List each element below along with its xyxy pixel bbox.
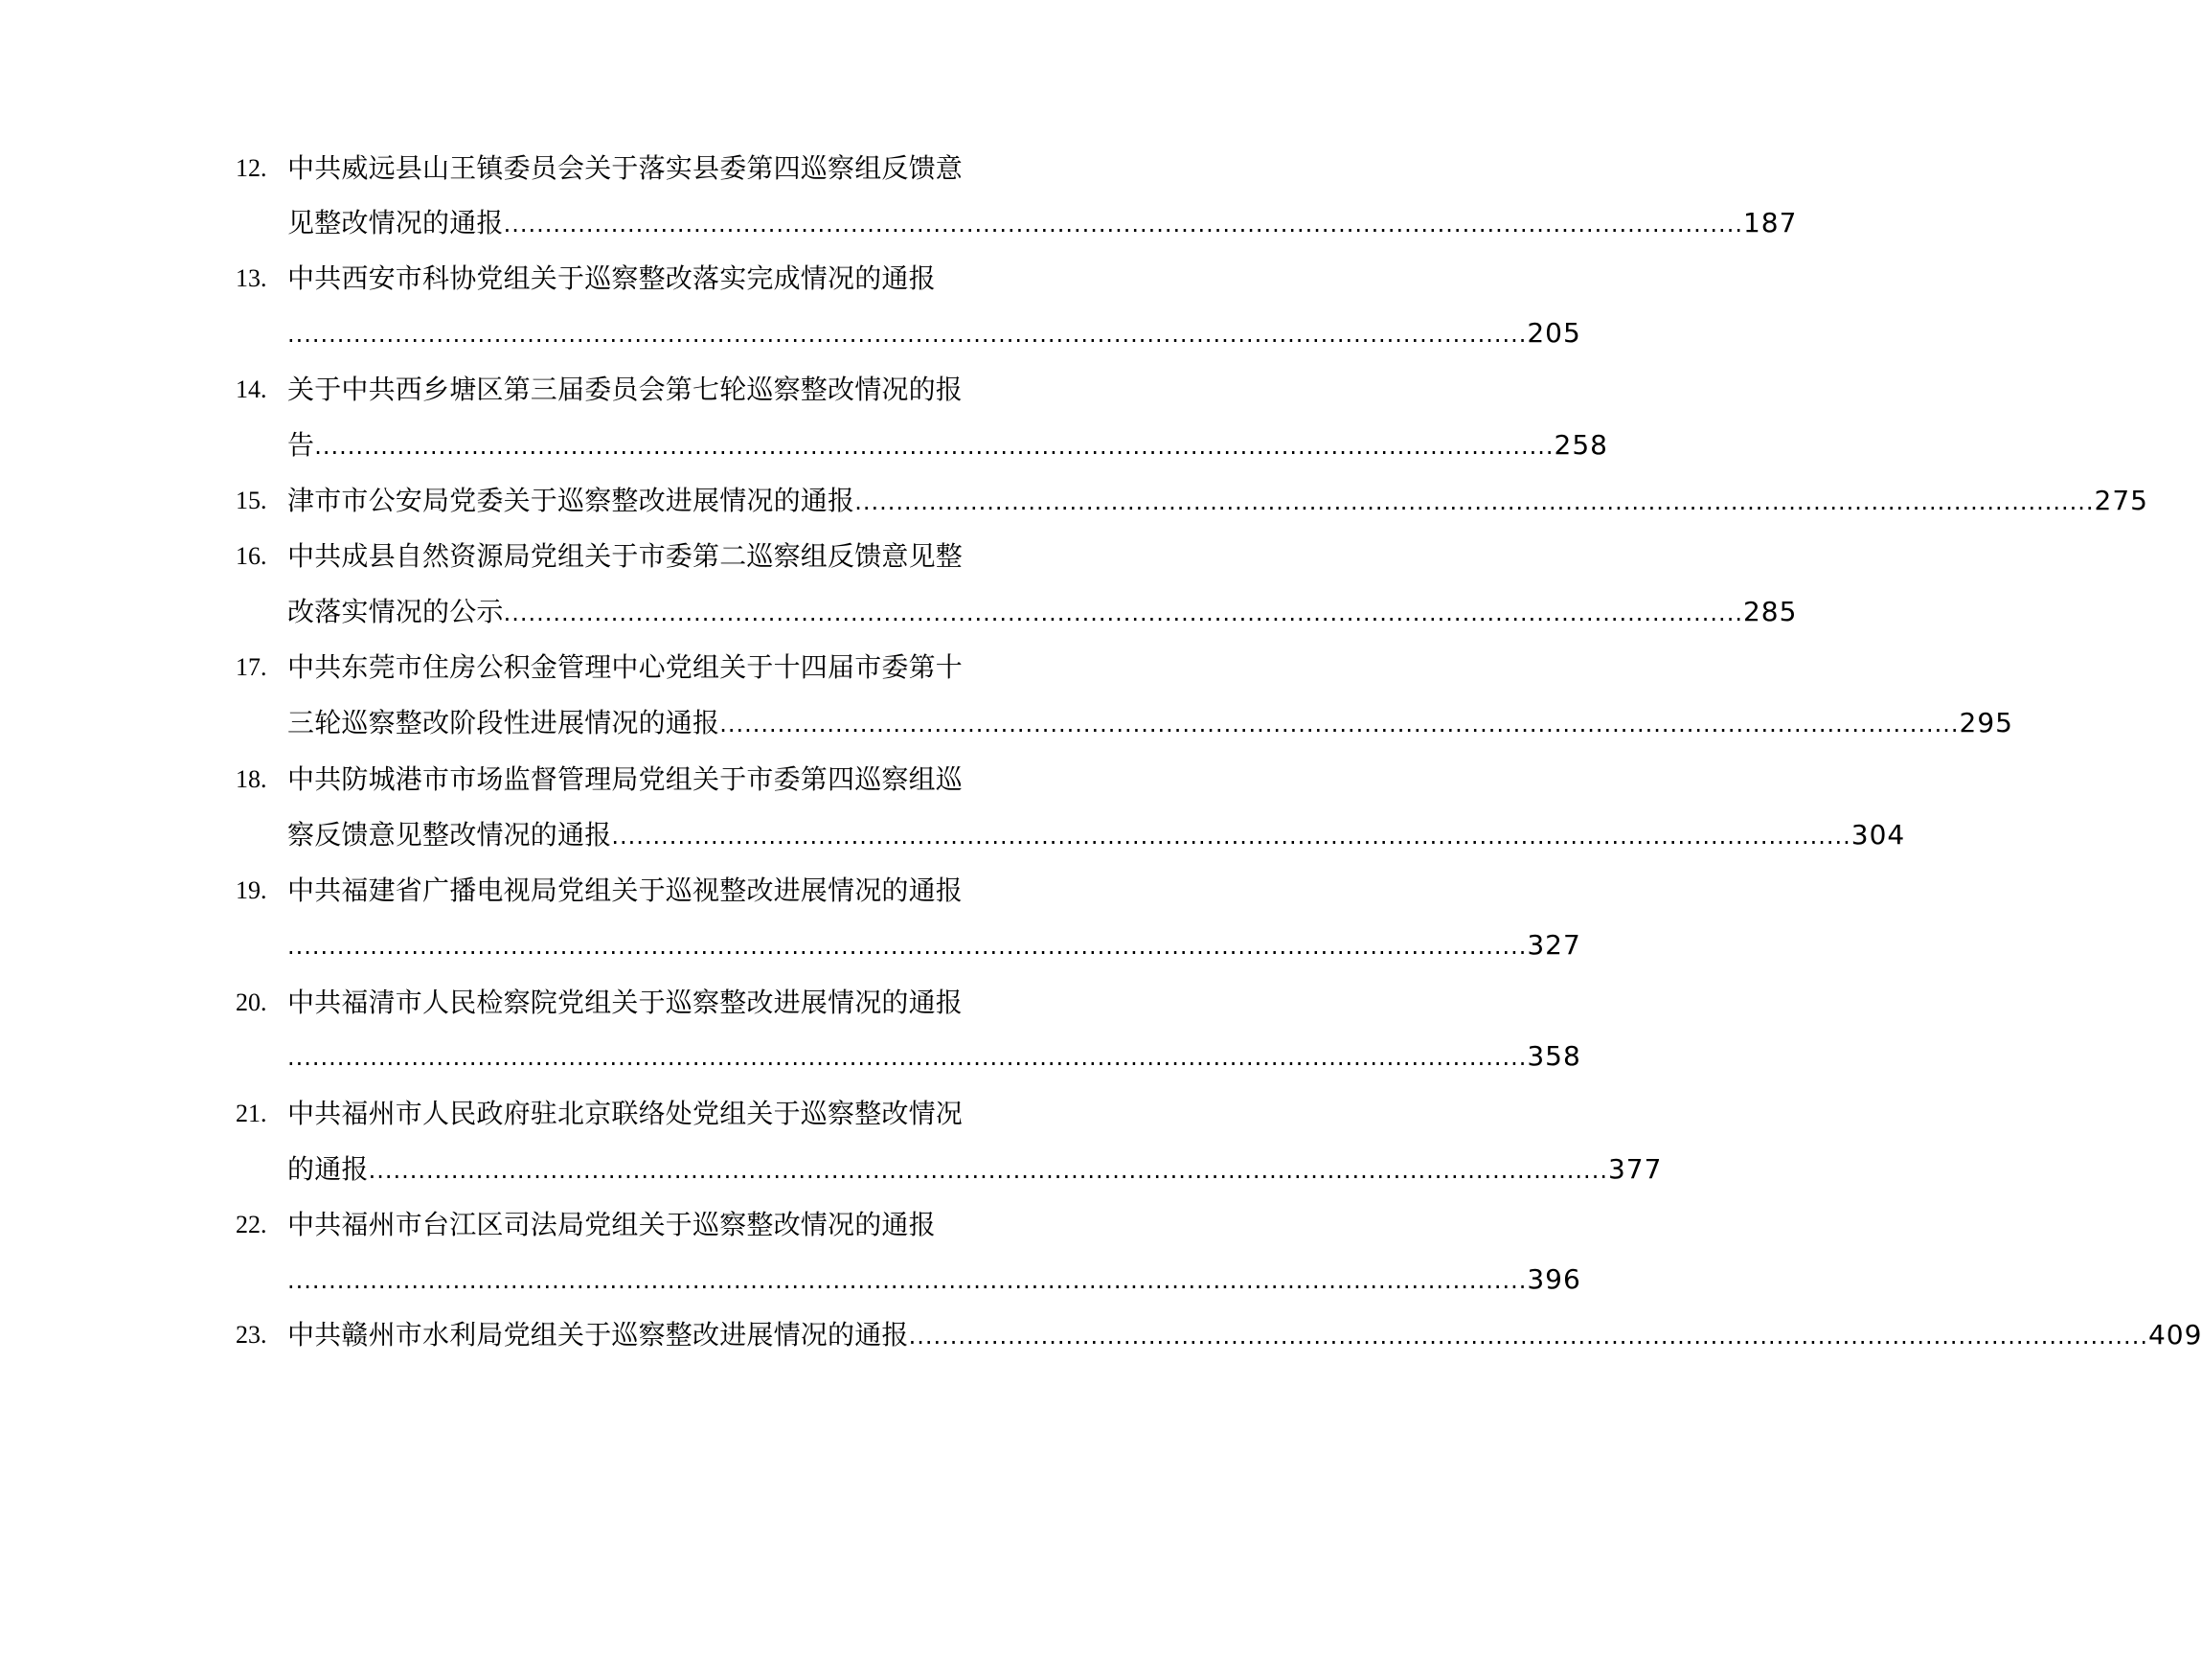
entry-title: 中共福州市人民政府驻北京联络处党组关于巡察整改情况 <box>287 1098 964 1129</box>
toc-entry-13[interactable] <box>0 250 1188 307</box>
page-number: 275 <box>2094 485 2148 516</box>
toc-entry-20-cont[interactable] <box>0 1028 1581 1085</box>
dot-leader: ...................................................................................................................................................... <box>908 1323 2148 1350</box>
dot-leader: ...................................................................................................................................................... <box>287 1267 1528 1294</box>
entry-number: 13. <box>236 264 267 292</box>
toc-entry-12[interactable] <box>0 140 1188 197</box>
dot-leader: ...................................................................................................................................................... <box>314 433 1555 460</box>
toc-entry-18-cont[interactable] <box>0 806 1906 864</box>
entry-title: 中共威远县山王镇委员会关于落实县委第四巡察组反馈意 <box>287 152 964 184</box>
entry-title: 中共东莞市住房公积金管理中心党组关于十四届市委第十 <box>287 651 964 683</box>
toc-entry-19-cont[interactable] <box>0 917 1581 974</box>
page-number: 304 <box>1850 819 1906 851</box>
entry-title: 中共赣州市水利局党组关于巡察整改进展情况的通报 <box>287 1319 909 1351</box>
entry-number: 18. <box>236 765 267 793</box>
entry-title-cont: 三轮巡察整改阶段性进展情况的通报 <box>287 707 720 738</box>
leader-line <box>287 917 1581 975</box>
toc-entry-12-cont[interactable] <box>0 194 1798 252</box>
entry-number: 15. <box>236 487 267 514</box>
toc-entry-16[interactable] <box>0 528 1188 585</box>
entry-title-cont: 告 <box>287 429 315 461</box>
page-number: 205 <box>1527 317 1581 349</box>
leader-line <box>287 583 1798 642</box>
dot-leader: ...................................................................................................................................................... <box>611 823 1851 850</box>
page-number: 187 <box>1742 207 1798 238</box>
toc-entry-16-cont[interactable] <box>0 583 1798 641</box>
entry-number: 12. <box>236 154 267 182</box>
entry-title: 中共福建省广播电视局党组关于巡视整改进展情况的通报 <box>287 874 964 906</box>
toc-entry-21[interactable] <box>0 1085 1188 1143</box>
page-number: 258 <box>1554 429 1608 461</box>
toc-entry-15[interactable] <box>0 472 2148 530</box>
entry-number: 21. <box>236 1100 267 1127</box>
toc-entry-13-cont[interactable] <box>0 305 1581 362</box>
entry-title: 中共成县自然资源局党组关于市委第二巡察组反馈意见整 <box>287 540 964 572</box>
entry-number: 19. <box>236 876 267 904</box>
leader-line <box>287 472 2148 531</box>
leader-line <box>287 694 2013 753</box>
leader-line <box>287 1028 1581 1086</box>
toc-entry-22[interactable] <box>0 1196 1188 1254</box>
dot-leader: ...................................................................................................................................................... <box>287 321 1528 348</box>
page-number: 327 <box>1527 929 1581 961</box>
leader-line <box>287 1141 1663 1199</box>
entry-title-cont: 见整改情况的通报 <box>287 207 504 238</box>
entry-title-cont: 的通报 <box>287 1153 369 1185</box>
toc-entry-18[interactable] <box>0 751 1188 808</box>
entry-number: 20. <box>236 988 267 1016</box>
toc-entry-22-cont[interactable] <box>0 1251 1581 1308</box>
leader-line <box>287 806 1906 865</box>
entry-number: 23. <box>236 1321 267 1349</box>
toc-entry-21-cont[interactable] <box>0 1141 1663 1198</box>
leader-line <box>287 1251 1581 1309</box>
dot-leader: ...................................................................................................................................................... <box>854 488 2095 515</box>
leader-line <box>287 194 1798 253</box>
page-number: 409 <box>2147 1319 2202 1351</box>
entry-title-cont: 察反馈意见整改情况的通报 <box>287 819 612 851</box>
page-number: 377 <box>1607 1153 1663 1185</box>
dot-leader: ...................................................................................................................................................... <box>287 1044 1528 1071</box>
dot-leader: ...................................................................................................................................................... <box>503 211 1743 238</box>
entry-number: 14. <box>236 375 267 403</box>
entry-title: 中共西安市科协党组关于巡察整改落实完成情况的通报 <box>287 262 936 294</box>
entry-number: 17. <box>236 653 267 681</box>
dot-leader: ...................................................................................................................................................... <box>287 933 1528 960</box>
leader-line <box>287 1306 2202 1365</box>
toc-entry-19[interactable] <box>0 862 1188 919</box>
page-number: 295 <box>1959 707 2013 738</box>
toc-entry-20[interactable] <box>0 974 1188 1032</box>
dot-leader: ...................................................................................................................................................... <box>503 600 1743 626</box>
dot-leader: ...................................................................................................................................................... <box>368 1157 1608 1184</box>
entry-title: 中共福清市人民检察院党组关于巡察整改进展情况的通报 <box>287 987 964 1018</box>
leader-line <box>287 417 1608 475</box>
toc-entry-14-cont[interactable] <box>0 417 1608 474</box>
page-number: 396 <box>1527 1263 1581 1295</box>
entry-title: 关于中共西乡塘区第三届委员会第七轮巡察整改情况的报 <box>287 374 964 405</box>
page-number: 358 <box>1527 1040 1581 1072</box>
toc-entry-23[interactable] <box>0 1306 2202 1364</box>
dot-leader: ...................................................................................................................................................... <box>719 711 1960 738</box>
toc-entry-17[interactable] <box>0 639 1188 696</box>
entry-number: 22. <box>236 1211 267 1238</box>
entry-title: 中共福州市台江区司法局党组关于巡察整改情况的通报 <box>287 1209 936 1240</box>
entry-title-cont: 改落实情况的公示 <box>287 596 504 627</box>
toc-entry-17-cont[interactable] <box>0 694 2013 752</box>
toc-entry-14[interactable] <box>0 361 1188 419</box>
entry-title: 津市市公安局党委关于巡察整改进展情况的通报 <box>287 485 855 516</box>
entry-number: 16. <box>236 542 267 570</box>
page-number: 285 <box>1742 596 1798 627</box>
leader-line <box>287 305 1581 363</box>
entry-title: 中共防城港市市场监督管理局党组关于市委第四巡察组巡 <box>287 763 964 795</box>
